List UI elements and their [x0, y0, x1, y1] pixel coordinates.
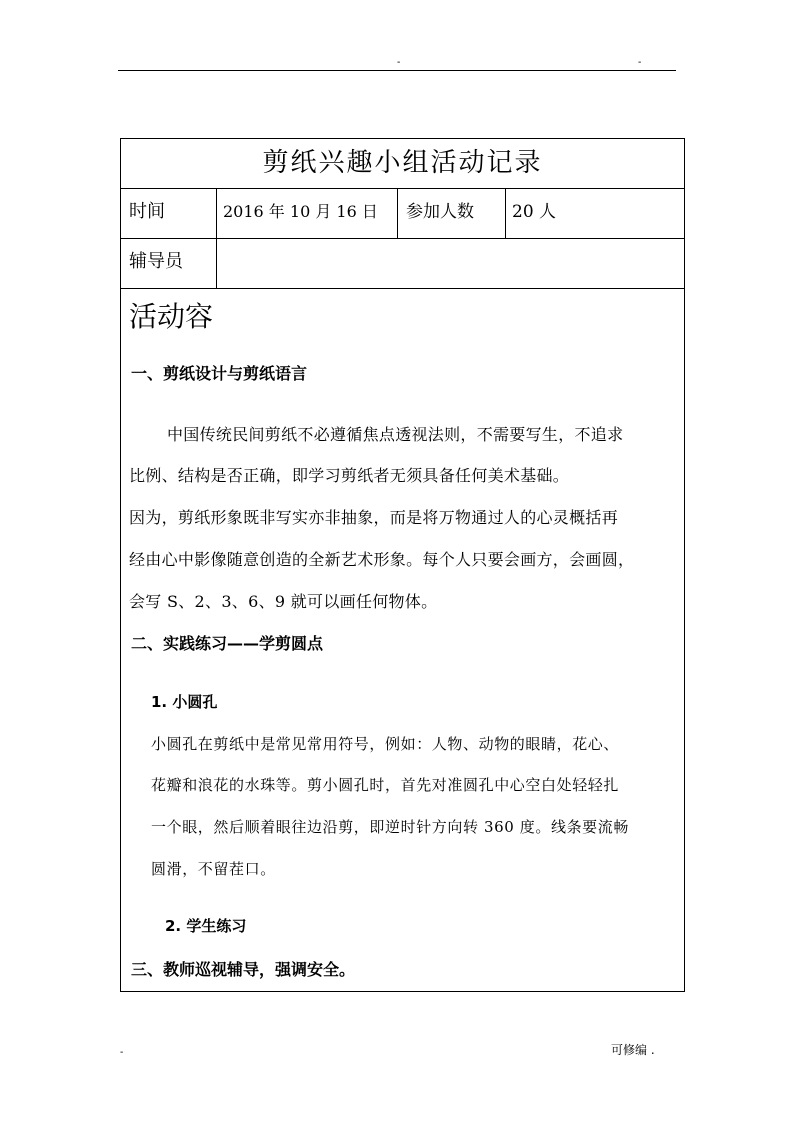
header-mark-right: - — [638, 57, 642, 68]
footer-dash: - — [120, 1047, 124, 1058]
tutor-value — [217, 239, 684, 288]
header-mark-left: - — [397, 57, 401, 68]
count-label: 参加人数 — [398, 189, 506, 238]
tutor-label: 辅导员 — [121, 239, 217, 288]
form-title: 剪纸兴趣小组活动记录 — [262, 148, 543, 178]
para2-line: 小圆孔在剪纸中是常见常用符号，例如：人物、动物的眼睛，花心、 — [151, 735, 620, 753]
activity-record-form — [120, 138, 685, 992]
section2-title: 二、实践练习——学剪圆点 — [131, 634, 324, 653]
para1-line: 经由心中影像随意创造的全新艺术形象。每个人只要会画方，会画圆， — [129, 550, 635, 569]
section3-title: 三、教师巡视辅导，强调安全。 — [131, 960, 356, 979]
footer-text: 可修编 . — [611, 1043, 655, 1057]
time-label: 时间 — [121, 189, 217, 238]
para2-line: 圆滑，不留茬口。 — [151, 860, 276, 878]
sub2-title: 2. 学生练习 — [165, 917, 247, 935]
count-value: 20 人 — [512, 202, 557, 222]
time-row — [121, 189, 684, 239]
para1-line: 因为，剪纸形象既非写实亦非抽象，而是将万物通过人的心灵概括再 — [129, 508, 619, 527]
title-row — [121, 139, 684, 189]
section1-title: 一、剪纸设计与剪纸语言 — [131, 364, 308, 383]
para1-line: 比例、结构是否正确，即学习剪纸者无须具备任何美术基础。 — [129, 466, 570, 485]
para2-line: 一个眼，然后顺着眼往边沿剪，即逆时针方向转 360 度。线条要流畅 — [151, 818, 629, 836]
time-value: 2016 年 10 月 16 日 — [217, 189, 398, 238]
content-heading: 活动容 — [129, 300, 214, 333]
para1-line: 会写 S、2、3、6、9 就可以画任何物体。 — [129, 592, 438, 611]
para2-line: 花瓣和浪花的水珠等。剪小圆孔时，首先对准圆孔中心空白处轻轻扎 — [151, 776, 620, 794]
sub1-title: 1. 小圆孔 — [151, 693, 218, 711]
para1-line: 中国传统民间剪纸不必遵循焦点透视法则，不需要写生，不追求 — [167, 425, 624, 444]
tutor-row — [121, 239, 684, 289]
header-rule — [118, 70, 676, 71]
